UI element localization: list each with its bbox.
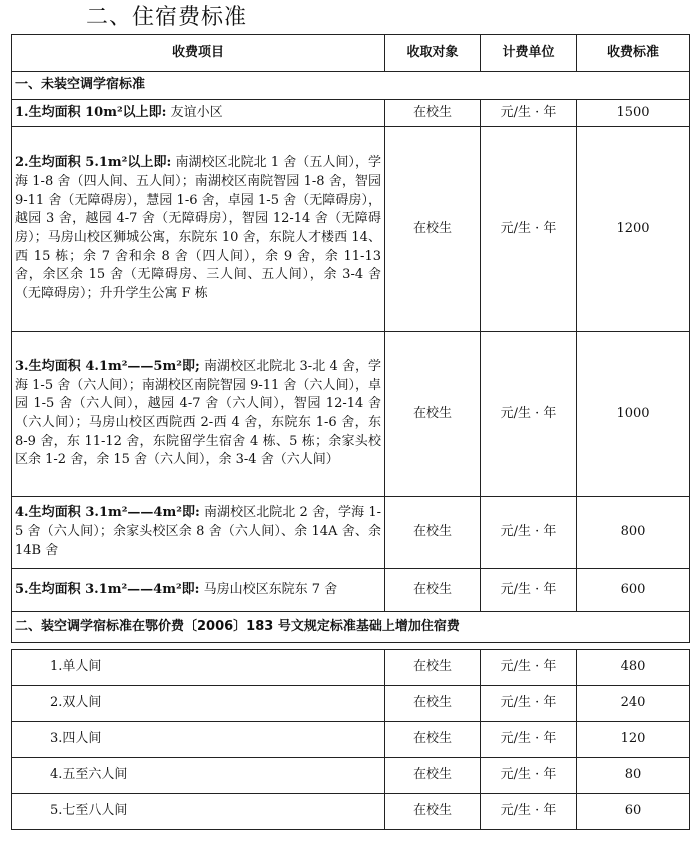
target-cell: 在校生 <box>385 497 481 569</box>
fee-table <box>11 34 690 830</box>
unit-cell: 元/生 · 年 <box>481 127 577 332</box>
table-row <box>12 497 690 569</box>
unit-cell: 元/生 · 年 <box>481 332 577 497</box>
item-desc: 友谊小区 <box>170 104 223 120</box>
item-label: 2.生均面积 5.1m²以上即: <box>15 155 172 171</box>
fee-cell: 800 <box>577 497 690 569</box>
item-desc: 南湖校区北院北 3-北 4 舍，学海 1-5 舍（六人间）；南湖校区南院智园 9-11 舍（六人间），卓园 1-5 舍（六人间），越园 4-7 舍（六人间），智园 12-14 舍（六人间）；马房山校区西院西 2-西 4 舍，东院东 1-6 舍，东 8-9 舍，东 11-12 舍，东院留学生宿舍 4 栋、5 栋；余家头校区余 1-2 舍，余 15 舍（六人间），余 3-4 舍（六人间） <box>15 358 381 468</box>
header-unit: 计费单位 <box>481 35 577 72</box>
unit-cell: 元/生 · 年 <box>481 794 577 830</box>
item-label: 5.生均面积 3.1m²——4m²即: <box>15 581 200 597</box>
table-row <box>12 722 690 758</box>
header-target: 收取对象 <box>385 35 481 72</box>
item-desc: 南湖校区北院北 1 舍（五人间），学海 1-8 舍（四人间、五人间）；南湖校区南院智园 1-8 舍，智园 9-11 舍（无障碍房），慧园 1-6 舍，卓园 1-5 舍（无障碍房），越园 3 舍，越园 4-7 舍（无障碍房），智园 12-14 舍（无障碍房）；马房山校区狮城公寓，东院东 10 舍，东院人才楼西 14、西 15 栋；余 7 舍和余 8 舍（四人间），余 9 舍，余 11-13 舍，余区余 15 舍（无障碍房、三人间、五人间），余 3-4 舍（无障碍房）；升升学生公寓 F 栋 <box>15 155 381 302</box>
unit-cell: 元/生 · 年 <box>481 100 577 127</box>
table-row <box>12 650 690 686</box>
item-desc: 4.五至六人间 <box>12 758 385 794</box>
target-cell: 在校生 <box>385 794 481 830</box>
item-desc: 1.单人间 <box>12 650 385 686</box>
fee-cell: 120 <box>577 722 690 758</box>
target-cell: 在校生 <box>385 650 481 686</box>
fee-cell: 60 <box>577 794 690 830</box>
item-cell <box>12 332 385 497</box>
target-cell: 在校生 <box>385 758 481 794</box>
table-row <box>12 127 690 332</box>
table-row <box>12 686 690 722</box>
item-desc: 南湖校区北院北 2 舍，学海 1-5 舍（六人间）；余家头校区余 8 舍（六人间）、余 14A 舍、余 14B 舍 <box>15 505 381 558</box>
unit-cell: 元/生 · 年 <box>481 722 577 758</box>
item-desc: 3.四人间 <box>12 722 385 758</box>
fee-cell: 1500 <box>577 100 690 127</box>
spacer-row <box>12 643 690 650</box>
table-row <box>12 100 690 127</box>
fee-cell: 1200 <box>577 127 690 332</box>
table-row <box>12 758 690 794</box>
unit-cell: 元/生 · 年 <box>481 497 577 569</box>
page-title: 二、住宿费标准 <box>86 5 248 30</box>
item-cell <box>12 100 385 127</box>
item-desc: 5.七至八人间 <box>12 794 385 830</box>
table-row <box>12 569 690 612</box>
target-cell: 在校生 <box>385 722 481 758</box>
target-cell: 在校生 <box>385 127 481 332</box>
header-fee: 收费标准 <box>577 35 690 72</box>
item-desc: 2.双人间 <box>12 686 385 722</box>
header-item: 收费项目 <box>12 35 385 72</box>
item-label: 4.生均面积 3.1m²——4m²即: <box>15 505 200 521</box>
table-row <box>12 794 690 830</box>
unit-cell: 元/生 · 年 <box>481 569 577 612</box>
section-heading-row <box>12 612 690 643</box>
unit-cell: 元/生 · 年 <box>481 686 577 722</box>
fee-cell: 480 <box>577 650 690 686</box>
target-cell: 在校生 <box>385 569 481 612</box>
section-heading: 二、装空调学宿标准在鄂价费〔2006〕183 号文规定标准基础上增加住宿费 <box>12 612 690 643</box>
target-cell: 在校生 <box>385 686 481 722</box>
section-heading-row <box>12 72 690 100</box>
unit-cell: 元/生 · 年 <box>481 758 577 794</box>
fee-cell: 80 <box>577 758 690 794</box>
section-heading: 一、未装空调学宿标准 <box>12 72 690 100</box>
target-cell: 在校生 <box>385 100 481 127</box>
item-label: 3.生均面积 4.1m²——5m²即; <box>15 358 200 374</box>
spacer <box>12 643 690 650</box>
item-desc: 马房山校区东院东 7 舍 <box>203 581 338 597</box>
table-row <box>12 332 690 497</box>
unit-cell: 元/生 · 年 <box>481 650 577 686</box>
fee-cell: 240 <box>577 686 690 722</box>
item-cell <box>12 127 385 332</box>
item-cell <box>12 569 385 612</box>
fee-cell: 600 <box>577 569 690 612</box>
item-cell <box>12 497 385 569</box>
item-label: 1.生均面积 10m²以上即: <box>15 104 167 120</box>
table-header-row <box>12 35 690 72</box>
fee-cell: 1000 <box>577 332 690 497</box>
target-cell: 在校生 <box>385 332 481 497</box>
